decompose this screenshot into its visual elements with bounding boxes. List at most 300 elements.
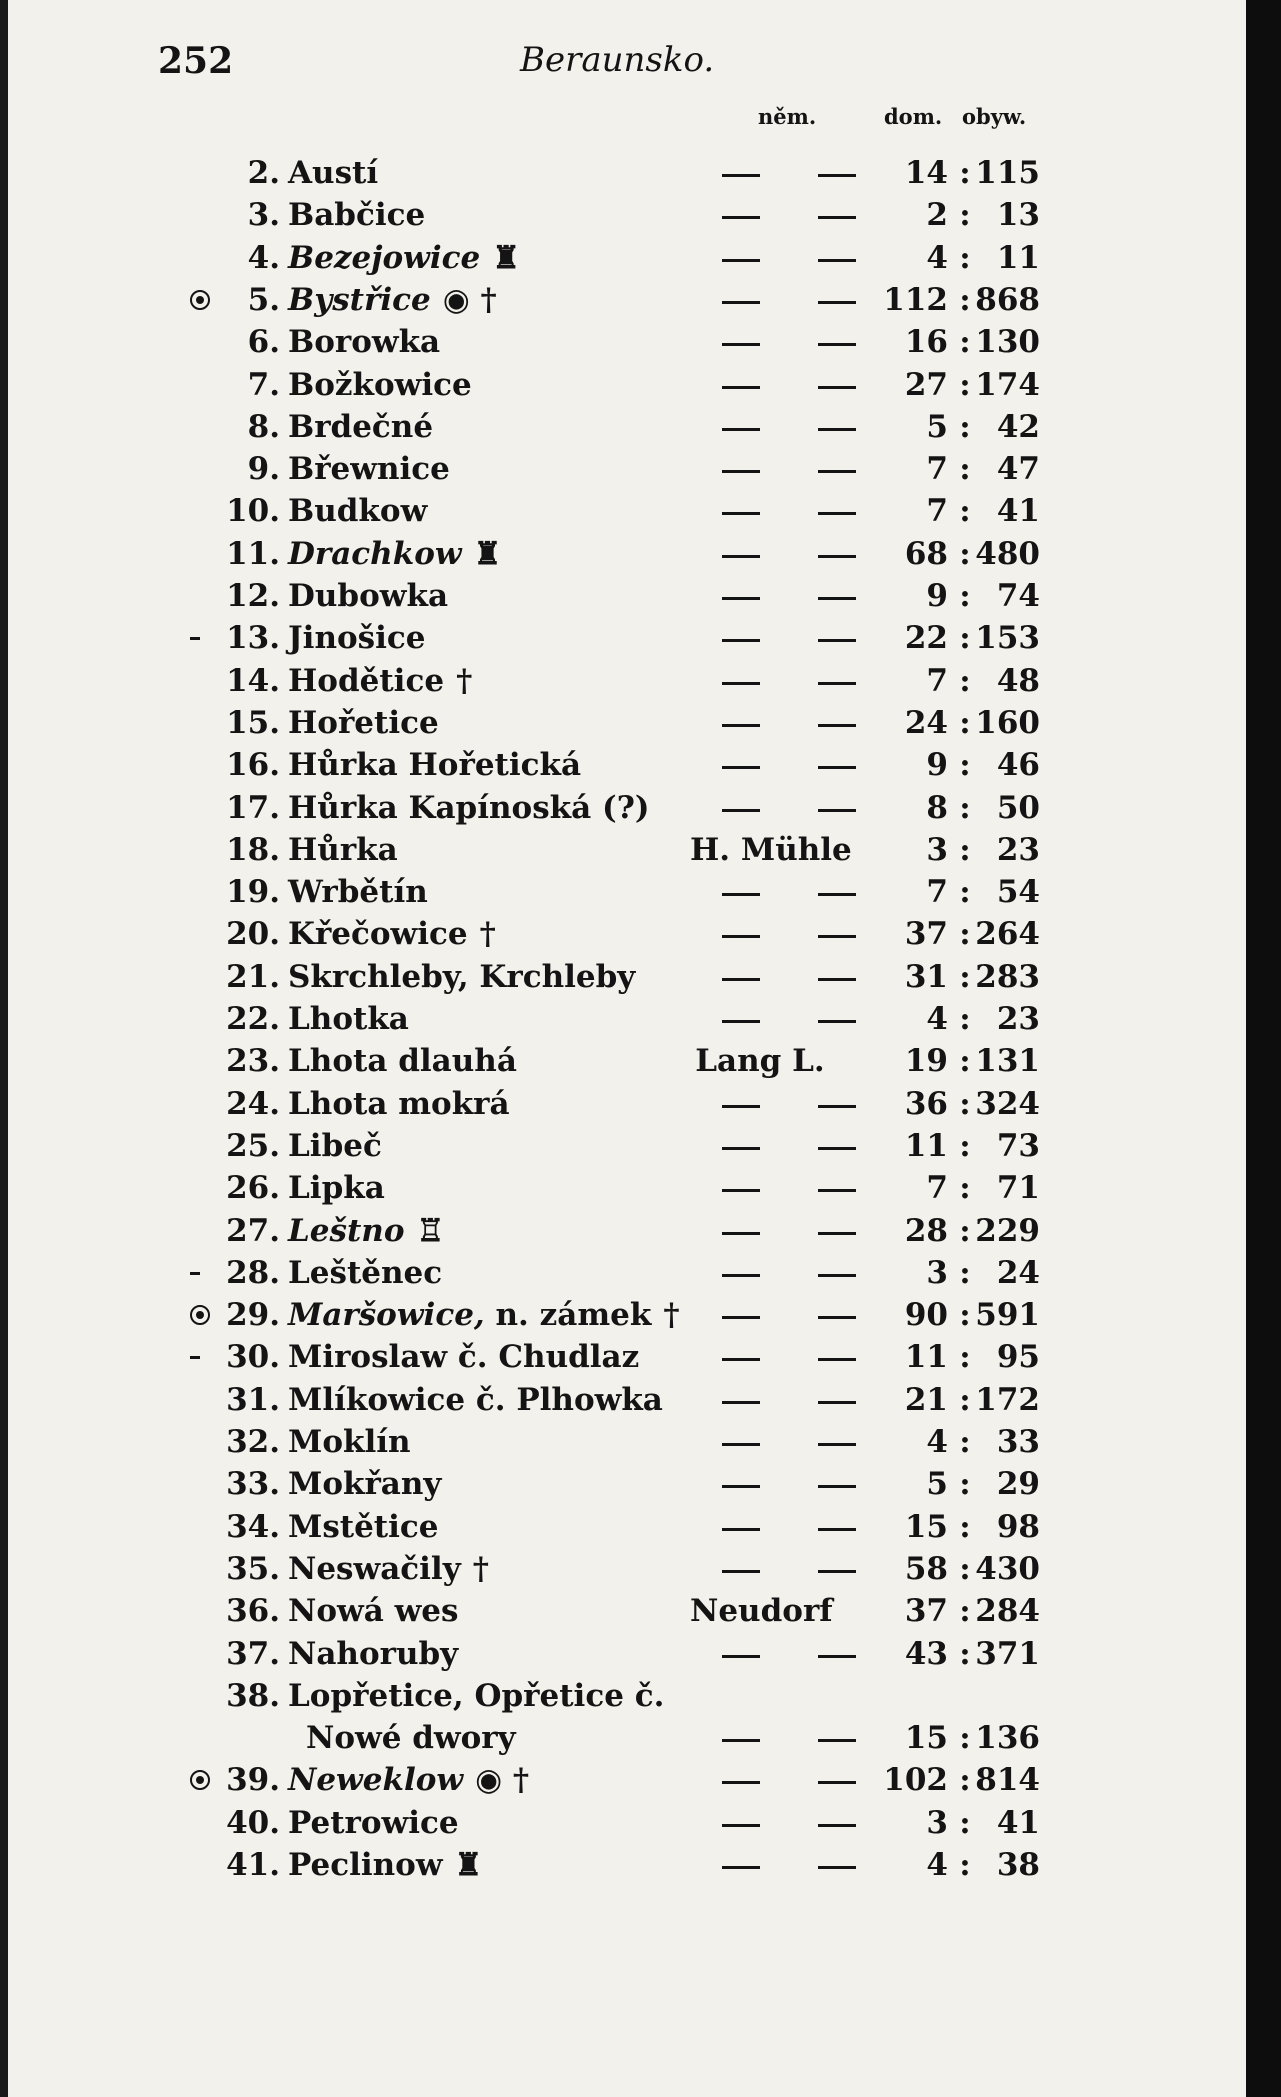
village-name-text: Moklín: [288, 1424, 411, 1460]
house-count: 9: [926, 578, 948, 614]
dash-mark: [722, 1443, 760, 1446]
house-count: 2: [926, 197, 948, 234]
entry-number: 17.: [226, 789, 280, 826]
dash-mark: [722, 597, 760, 600]
house-count: 22: [904, 620, 948, 657]
colon-separator: :: [959, 451, 971, 488]
village-name: [288, 744, 581, 786]
village-name: [288, 321, 440, 363]
village-name-suffix: n. zámek: [484, 1297, 652, 1334]
dash-mark: [722, 512, 760, 515]
village-name: [288, 871, 428, 913]
village-symbol-icon: ♖: [416, 1212, 445, 1249]
entry-number: 19.: [226, 874, 280, 911]
colon-separator: :: [959, 155, 971, 191]
colon-separator: :: [959, 1043, 971, 1080]
list-item: [0, 1590, 1258, 1632]
village-name-text: Nowá wes: [288, 1593, 459, 1630]
village-symbol-icon: †: [456, 662, 473, 699]
entry-number: 8.: [247, 408, 280, 445]
village-name: [288, 1463, 441, 1505]
entry-number: 12.: [226, 578, 280, 614]
dash-mark: [818, 724, 856, 727]
population-count: 11: [996, 239, 1040, 276]
list-item: [0, 152, 1258, 194]
entry-number: 34.: [226, 1508, 280, 1545]
entry-number: 4.: [247, 239, 280, 276]
list-item: [0, 1844, 1258, 1886]
colon-separator: :: [959, 1170, 971, 1207]
population-count: 264: [975, 916, 1040, 953]
village-name-text: Křečowice: [288, 916, 468, 953]
village-name-text: Lhotka: [288, 1001, 409, 1037]
village-name: [288, 490, 427, 532]
house-count: 37: [904, 916, 948, 953]
dash-mark: [722, 555, 760, 558]
village-name-text: Maršowice,: [288, 1297, 485, 1334]
list-item: [0, 364, 1258, 406]
house-count: 58: [904, 1550, 948, 1587]
list-item: [0, 194, 1258, 236]
village-name-text: Břewnice: [288, 451, 450, 488]
population-count: 160: [975, 704, 1040, 741]
village-symbol-icon: ◉ †: [442, 281, 497, 318]
list-item: [0, 956, 1258, 998]
entry-number: 30.: [226, 1339, 280, 1376]
house-count: 4: [926, 1847, 948, 1883]
village-name: [288, 152, 378, 194]
population-count: 23: [996, 831, 1040, 868]
entry-number: 23.: [226, 1043, 280, 1080]
village-name: [288, 1548, 489, 1590]
population-count: 41: [996, 1804, 1040, 1841]
colon-separator: :: [959, 1550, 971, 1587]
colon-separator: :: [959, 620, 971, 657]
dash-mark: [818, 766, 856, 769]
dash-mark: [818, 639, 856, 642]
village-name: [288, 1252, 442, 1294]
dash-mark: [818, 428, 856, 431]
german-name: Lang L.: [695, 1043, 825, 1080]
entry-number: 27.: [226, 1212, 280, 1249]
village-name: [288, 1040, 517, 1082]
entry-number: 13.: [226, 620, 280, 657]
german-name: H. Mühle: [690, 831, 852, 868]
village-symbol-icon: †: [663, 1297, 680, 1334]
colon-separator: :: [959, 1339, 971, 1376]
house-count: 27: [904, 366, 948, 403]
population-count: 48: [996, 662, 1040, 699]
village-name: [288, 1336, 639, 1378]
list-item: [0, 1463, 1258, 1505]
dash-mark: [722, 1316, 760, 1319]
house-count: 4: [926, 239, 948, 276]
entry-number: 7.: [247, 366, 280, 403]
list-item: [0, 1506, 1258, 1548]
dash-mark: [722, 174, 760, 177]
dash-mark: [722, 893, 760, 896]
dash-mark: [818, 470, 856, 473]
dash-mark: [818, 1189, 856, 1192]
column-header-dom: dom.: [884, 104, 943, 129]
list-item: [0, 533, 1258, 575]
dash-mark: [722, 1570, 760, 1573]
village-name: [288, 702, 439, 744]
colon-separator: :: [959, 239, 971, 276]
village-name-text: Leštno: [288, 1212, 405, 1249]
population-count: 324: [975, 1085, 1040, 1122]
colon-separator: :: [959, 1508, 971, 1545]
village-name-text: Lopřetice, Opřetice č.: [288, 1677, 665, 1714]
list-item: [0, 744, 1258, 786]
dash-mark: [722, 1485, 760, 1488]
dash-mark: [722, 259, 760, 262]
list-item: [0, 913, 1258, 955]
dash-mark: [722, 682, 760, 685]
village-name-text: Neweklow: [288, 1762, 464, 1799]
page-number: 252: [158, 40, 234, 82]
dash-mark: [722, 935, 760, 938]
village-name-text: Bystřice: [288, 281, 431, 318]
population-count: 174: [975, 366, 1040, 403]
population-count: 284: [975, 1593, 1040, 1630]
list-item: [0, 1210, 1258, 1252]
dash-mark: [818, 1020, 856, 1023]
population-count: 47: [996, 451, 1040, 488]
house-count: 4: [926, 1424, 948, 1460]
village-name-text: Miroslaw č. Chudlaz: [288, 1339, 640, 1376]
house-count: 36: [904, 1085, 948, 1122]
list-item: [0, 575, 1258, 617]
colon-separator: :: [959, 747, 971, 784]
colon-separator: :: [959, 1127, 971, 1164]
population-count: 814: [975, 1762, 1040, 1799]
colon-separator: :: [959, 1381, 971, 1418]
house-count: 43: [904, 1635, 948, 1672]
entry-number: 36.: [226, 1593, 280, 1630]
village-name: [288, 998, 409, 1040]
dash-mark: [722, 1866, 760, 1869]
population-count: 480: [975, 535, 1040, 572]
list-item: [0, 406, 1258, 448]
dash-mark: [818, 386, 856, 389]
dash-mark: [818, 1739, 856, 1742]
dash-mark: [722, 1781, 760, 1784]
population-count: 38: [996, 1847, 1040, 1883]
house-count: 5: [926, 1466, 948, 1503]
village-name: [288, 913, 496, 955]
population-count: 591: [975, 1297, 1040, 1334]
running-title: Beraunsko.: [520, 40, 715, 80]
dash-mark: [818, 512, 856, 515]
house-count: 19: [904, 1043, 948, 1080]
village-name-text: Lipka: [288, 1170, 385, 1207]
dash-mark: [722, 1528, 760, 1531]
population-count: 430: [975, 1550, 1040, 1587]
village-name: [288, 575, 448, 617]
village-symbol-icon: ◉ †: [475, 1762, 530, 1799]
entry-number: 18.: [226, 831, 280, 868]
list-item: [0, 237, 1258, 279]
colon-separator: :: [959, 324, 971, 361]
dash-mark: [818, 809, 856, 812]
village-name-text: Petrowice: [288, 1804, 459, 1841]
population-count: 371: [975, 1635, 1040, 1672]
dash-mark: [722, 1232, 760, 1235]
dash-mark: [818, 301, 856, 304]
dash-mark: [818, 343, 856, 346]
list-item: [0, 1633, 1258, 1675]
house-count: 68: [904, 535, 948, 572]
house-count: 7: [926, 662, 948, 699]
village-name: [288, 1294, 680, 1336]
village-name-text: Lhota dlauhá: [288, 1043, 517, 1080]
population-count: 131: [975, 1043, 1040, 1080]
list-item: [0, 1125, 1258, 1167]
dash-mark: [722, 301, 760, 304]
list-item: [0, 1717, 1258, 1759]
village-name-text: Borowka: [288, 324, 441, 361]
entry-number: 10.: [226, 493, 280, 530]
colon-separator: :: [959, 493, 971, 530]
village-name: [288, 829, 398, 871]
village-name-text: Mstětice: [288, 1508, 439, 1545]
village-name: [288, 1210, 444, 1252]
dash-mark: [722, 1655, 760, 1658]
dash-mark: [818, 1485, 856, 1488]
dash-mark: [722, 1358, 760, 1361]
colon-separator: :: [959, 831, 971, 868]
house-count: 24: [904, 704, 948, 741]
village-name: [306, 1717, 516, 1759]
village-name: [288, 237, 520, 279]
dash-mark: [722, 1020, 760, 1023]
house-count: 15: [904, 1720, 948, 1757]
village-name: [288, 533, 501, 575]
entry-number: 41.: [226, 1847, 280, 1883]
village-symbol-icon: ♜: [492, 239, 521, 276]
colon-separator: :: [959, 874, 971, 911]
population-count: 71: [996, 1170, 1040, 1207]
village-name-text: Austí: [288, 155, 379, 191]
colon-separator: :: [959, 281, 971, 318]
entry-number: 24.: [226, 1085, 280, 1122]
entry-number: 38.: [226, 1677, 280, 1714]
entry-number: 11.: [226, 535, 280, 572]
village-name-text: Bezejowice: [288, 239, 481, 276]
village-name: [288, 1167, 385, 1209]
dash-mark: [722, 1739, 760, 1742]
village-name-text: Lhota mokrá: [288, 1085, 510, 1122]
house-count: 7: [926, 1170, 948, 1207]
list-item: [0, 871, 1258, 913]
dash-mark: [722, 216, 760, 219]
dash-mark: [818, 1358, 856, 1361]
village-name-text: Hůrka Kapínoská (?): [288, 789, 650, 826]
colon-separator: :: [959, 1424, 971, 1460]
dash-mark: [818, 1443, 856, 1446]
list-item: [0, 617, 1258, 659]
colon-separator: :: [959, 408, 971, 445]
village-name: [288, 1379, 663, 1421]
village-symbol-icon: ♜: [473, 535, 502, 572]
village-name-text: Hůrka Hořetická: [288, 747, 582, 784]
list-item: [0, 829, 1258, 871]
entry-number: 14.: [226, 662, 280, 699]
list-item: [0, 1379, 1258, 1421]
colon-separator: :: [959, 1635, 971, 1672]
village-name-text: Peclinow: [288, 1847, 443, 1883]
colon-separator: :: [959, 197, 971, 234]
house-count: 3: [926, 1254, 948, 1291]
colon-separator: :: [959, 535, 971, 572]
list-item: [0, 1252, 1258, 1294]
house-count: 16: [904, 324, 948, 361]
village-name: [288, 1802, 459, 1844]
german-name: Neudorf: [690, 1593, 833, 1630]
house-count: 102: [883, 1762, 948, 1799]
house-count: 3: [926, 831, 948, 868]
colon-separator: :: [959, 958, 971, 995]
dash-mark: [818, 1147, 856, 1150]
entry-number: 2.: [247, 155, 280, 191]
entry-number: 6.: [247, 324, 280, 361]
village-name-text: Hodětice: [288, 662, 445, 699]
entry-number: 35.: [226, 1550, 280, 1587]
entry-number: 39.: [226, 1762, 280, 1799]
entry-number: 3.: [247, 197, 280, 234]
population-count: 98: [996, 1508, 1040, 1545]
house-count: 90: [904, 1297, 948, 1334]
village-name: [288, 1590, 458, 1632]
village-name-text: Brdečné: [288, 408, 434, 445]
dash-mark: [818, 1232, 856, 1235]
dash-mark: [818, 1528, 856, 1531]
dash-mark: [818, 935, 856, 938]
population-count: 95: [996, 1339, 1040, 1376]
village-symbol-icon: †: [479, 916, 496, 953]
colon-separator: :: [959, 662, 971, 699]
village-name: [288, 1421, 411, 1463]
population-count: 41: [996, 493, 1040, 530]
village-name: [288, 617, 426, 659]
population-count: 50: [996, 789, 1040, 826]
dash-mark: [722, 724, 760, 727]
dash-mark: [818, 1781, 856, 1784]
list-item: [0, 1040, 1258, 1082]
entry-number: 20.: [226, 916, 280, 953]
population-count: 42: [996, 408, 1040, 445]
entry-number: 16.: [226, 747, 280, 784]
population-count: 172: [975, 1381, 1040, 1418]
list-item: [0, 448, 1258, 490]
village-name: [288, 1083, 510, 1125]
dash-mark: [818, 555, 856, 558]
colon-separator: :: [959, 1804, 971, 1841]
village-name-text: Budkow: [288, 493, 428, 530]
colon-separator: :: [959, 578, 971, 614]
village-name-text: Skrchleby, Krchleby: [288, 958, 636, 995]
village-name-text: Babčice: [288, 197, 426, 234]
village-name: [288, 1759, 529, 1801]
dash-mark: [722, 343, 760, 346]
population-count: 29: [996, 1466, 1040, 1503]
colon-separator: :: [959, 1254, 971, 1291]
entry-number: 29.: [226, 1297, 280, 1334]
dash-mark: [818, 597, 856, 600]
column-header-nem: něm.: [758, 104, 817, 129]
population-count: 33: [996, 1424, 1040, 1460]
house-count: 5: [926, 408, 948, 445]
entry-number: 9.: [247, 451, 280, 488]
house-count: 14: [904, 155, 948, 191]
village-name: [288, 194, 425, 236]
village-name: [288, 1125, 382, 1167]
dash-mark: [722, 639, 760, 642]
house-count: 3: [926, 1804, 948, 1841]
entry-number: 5.: [247, 281, 280, 318]
dash-mark: [818, 893, 856, 896]
entry-number: 25.: [226, 1127, 280, 1164]
entry-number: 15.: [226, 704, 280, 741]
village-name-text: Nahoruby: [288, 1635, 459, 1672]
dash-mark: [818, 259, 856, 262]
dash-mark: [722, 1401, 760, 1404]
house-count: 15: [904, 1508, 948, 1545]
population-count: 46: [996, 747, 1040, 784]
village-name-text: Mlíkowice č. Plhowka: [288, 1381, 663, 1418]
list-item: [0, 702, 1258, 744]
list-item: [0, 1294, 1258, 1336]
village-name: [288, 787, 650, 829]
population-count: 136: [975, 1720, 1040, 1757]
colon-separator: :: [959, 789, 971, 826]
population-count: 73: [996, 1127, 1040, 1164]
village-name-text: Nowé dwory: [306, 1720, 516, 1757]
dash-mark: [722, 1105, 760, 1108]
list-item: [0, 1336, 1258, 1378]
house-count: 7: [926, 493, 948, 530]
colon-separator: :: [959, 1762, 971, 1799]
dash-mark: [818, 174, 856, 177]
colon-separator: :: [959, 1720, 971, 1757]
list-item: [0, 1548, 1258, 1590]
list-item: [0, 1802, 1258, 1844]
village-name-text: Hořetice: [288, 704, 439, 741]
dash-mark: [818, 1824, 856, 1827]
dash-mark: [722, 428, 760, 431]
village-name: [288, 1844, 482, 1886]
dash-mark: [818, 1274, 856, 1277]
entry-number: 22.: [226, 1001, 280, 1037]
dash-mark: [818, 978, 856, 981]
dash-mark: [818, 1570, 856, 1573]
entry-number: 33.: [226, 1466, 280, 1503]
list-item: [0, 321, 1258, 363]
colon-separator: :: [959, 1085, 971, 1122]
list-item: [0, 490, 1258, 532]
population-count: 868: [975, 281, 1040, 318]
list-item: [0, 1675, 1258, 1717]
village-name: [288, 660, 472, 702]
dash-mark: [818, 1105, 856, 1108]
column-header-obyw: obyw.: [962, 104, 1027, 129]
village-symbol-icon: †: [472, 1550, 489, 1587]
list-item: [0, 279, 1258, 321]
village-name: [288, 1633, 458, 1675]
list-item: [0, 660, 1258, 702]
colon-separator: :: [959, 1001, 971, 1037]
